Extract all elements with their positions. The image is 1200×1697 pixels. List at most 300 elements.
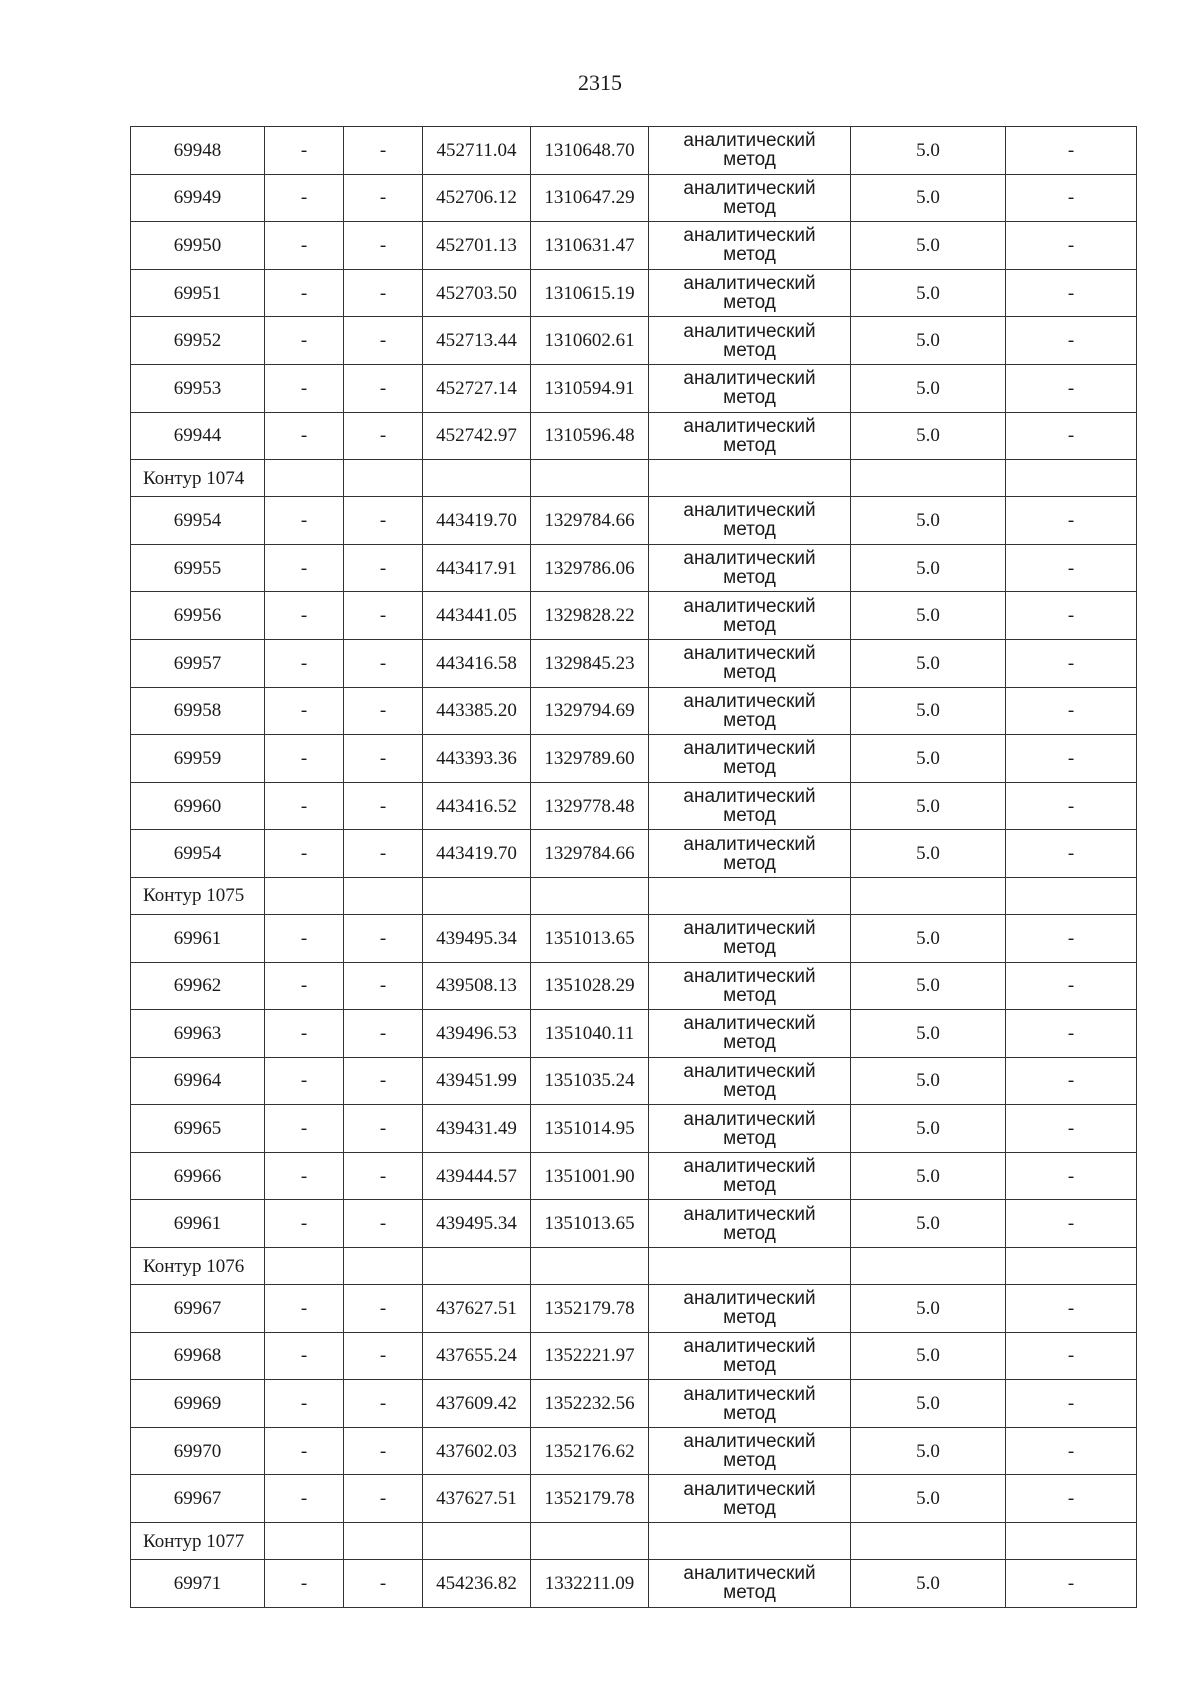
point-id-cell: 69963 (131, 1010, 265, 1058)
y-coordinate-cell: 1332211.09 (531, 1560, 649, 1608)
empty-cell (649, 1523, 851, 1560)
contour-label: Контур 1074 (131, 460, 265, 497)
method-cell (649, 1152, 851, 1200)
empty-cell (649, 877, 851, 914)
dash-cell: - (344, 962, 423, 1010)
note-cell: - (1006, 1105, 1137, 1153)
note-cell: - (1006, 364, 1137, 412)
method-line-2: метод (723, 244, 776, 266)
point-id-cell: 69956 (131, 592, 265, 640)
method-line-1: аналитический (683, 1383, 816, 1405)
y-coordinate-cell: 1351040.11 (531, 1010, 649, 1058)
method-cell (649, 914, 851, 962)
accuracy-cell: 5.0 (851, 364, 1006, 412)
method-line-1: аналитический (683, 1478, 816, 1500)
method-line-2: метод (723, 1450, 776, 1472)
table-row (131, 412, 1137, 460)
dash-cell: - (265, 962, 344, 1010)
table-row (131, 1057, 1137, 1105)
point-id-cell: 69953 (131, 364, 265, 412)
method-line-1: аналитический (683, 130, 816, 152)
dash-cell: - (265, 497, 344, 545)
note-cell: - (1006, 269, 1137, 317)
table-body (131, 127, 1137, 1608)
method-line-1: аналитический (683, 368, 816, 390)
x-coordinate-cell: 443385.20 (423, 687, 531, 735)
table-row (131, 592, 1137, 640)
accuracy-cell: 5.0 (851, 1380, 1006, 1428)
note-cell: - (1006, 1200, 1137, 1248)
y-coordinate-cell: 1310647.29 (531, 174, 649, 222)
point-id-cell: 69967 (131, 1285, 265, 1333)
method-cell (649, 1475, 851, 1523)
empty-cell (531, 460, 649, 497)
note-cell: - (1006, 174, 1137, 222)
table-row (131, 830, 1137, 878)
x-coordinate-cell: 437602.03 (423, 1427, 531, 1475)
dash-cell: - (265, 1427, 344, 1475)
method-line-2: метод (723, 149, 776, 171)
dash-cell: - (344, 1380, 423, 1428)
method-cell (649, 174, 851, 222)
y-coordinate-cell: 1329786.06 (531, 544, 649, 592)
x-coordinate-cell: 439508.13 (423, 962, 531, 1010)
method-cell (649, 1010, 851, 1058)
method-line-2: метод (723, 196, 776, 218)
method-cell (649, 735, 851, 783)
x-coordinate-cell: 443441.05 (423, 592, 531, 640)
accuracy-cell: 5.0 (851, 544, 1006, 592)
empty-cell (1006, 1248, 1137, 1285)
dash-cell: - (265, 687, 344, 735)
accuracy-cell: 5.0 (851, 269, 1006, 317)
accuracy-cell: 5.0 (851, 962, 1006, 1010)
x-coordinate-cell: 437609.42 (423, 1380, 531, 1428)
accuracy-cell: 5.0 (851, 735, 1006, 783)
accuracy-cell: 5.0 (851, 1560, 1006, 1608)
dash-cell: - (265, 1285, 344, 1333)
y-coordinate-cell: 1329789.60 (531, 735, 649, 783)
method-line-1: аналитический (683, 786, 816, 808)
dash-cell: - (344, 1560, 423, 1608)
table-row (131, 1010, 1137, 1058)
note-cell: - (1006, 1057, 1137, 1105)
accuracy-cell: 5.0 (851, 317, 1006, 365)
method-cell (649, 1560, 851, 1608)
table-row (131, 782, 1137, 830)
accuracy-cell: 5.0 (851, 174, 1006, 222)
method-line-1: аналитический (683, 1288, 816, 1310)
table-row (131, 1200, 1137, 1248)
coordinates-table (130, 126, 1137, 1608)
method-cell (649, 497, 851, 545)
method-line-2: метод (723, 1354, 776, 1376)
contour-header-row (131, 877, 1137, 914)
dash-cell: - (344, 317, 423, 365)
accuracy-cell: 5.0 (851, 592, 1006, 640)
method-line-1: аналитический (683, 1431, 816, 1453)
empty-cell (344, 1248, 423, 1285)
dash-cell: - (344, 1152, 423, 1200)
method-line-2: метод (723, 387, 776, 409)
x-coordinate-cell: 437655.24 (423, 1332, 531, 1380)
x-coordinate-cell: 439495.34 (423, 914, 531, 962)
dash-cell: - (344, 735, 423, 783)
x-coordinate-cell: 452742.97 (423, 412, 531, 460)
accuracy-cell: 5.0 (851, 1057, 1006, 1105)
method-cell (649, 782, 851, 830)
table-row (131, 687, 1137, 735)
y-coordinate-cell: 1351014.95 (531, 1105, 649, 1153)
dash-cell: - (344, 782, 423, 830)
dash-cell: - (344, 222, 423, 270)
dash-cell: - (344, 1285, 423, 1333)
point-id-cell: 69970 (131, 1427, 265, 1475)
y-coordinate-cell: 1310615.19 (531, 269, 649, 317)
dash-cell: - (265, 830, 344, 878)
empty-cell (649, 460, 851, 497)
y-coordinate-cell: 1352179.78 (531, 1285, 649, 1333)
y-coordinate-cell: 1329784.66 (531, 830, 649, 878)
accuracy-cell: 5.0 (851, 127, 1006, 175)
accuracy-cell: 5.0 (851, 1105, 1006, 1153)
point-id-cell: 69966 (131, 1152, 265, 1200)
dash-cell: - (265, 639, 344, 687)
point-id-cell: 69950 (131, 222, 265, 270)
accuracy-cell: 5.0 (851, 1010, 1006, 1058)
table-row (131, 914, 1137, 962)
dash-cell: - (265, 269, 344, 317)
empty-cell (851, 460, 1006, 497)
accuracy-cell: 5.0 (851, 497, 1006, 545)
table-row (131, 364, 1137, 412)
method-line-1: аналитический (683, 415, 816, 437)
method-line-1: аналитический (683, 1108, 816, 1130)
y-coordinate-cell: 1351013.65 (531, 1200, 649, 1248)
empty-cell (1006, 1523, 1137, 1560)
accuracy-cell: 5.0 (851, 1332, 1006, 1380)
method-line-1: аналитический (683, 177, 816, 199)
x-coordinate-cell: 443416.58 (423, 639, 531, 687)
dash-cell: - (265, 412, 344, 460)
empty-cell (423, 460, 531, 497)
method-line-1: аналитический (683, 548, 816, 570)
table-row (131, 1152, 1137, 1200)
method-line-2: метод (723, 662, 776, 684)
method-cell (649, 317, 851, 365)
dash-cell: - (265, 735, 344, 783)
dash-cell: - (344, 364, 423, 412)
table-row (131, 1105, 1137, 1153)
note-cell: - (1006, 914, 1137, 962)
x-coordinate-cell: 439495.34 (423, 1200, 531, 1248)
dash-cell: - (344, 1200, 423, 1248)
method-cell (649, 1332, 851, 1380)
contour-label: Контур 1075 (131, 877, 265, 914)
method-line-2: метод (723, 292, 776, 314)
note-cell: - (1006, 1475, 1137, 1523)
accuracy-cell: 5.0 (851, 639, 1006, 687)
method-line-2: метод (723, 1127, 776, 1149)
point-id-cell: 69961 (131, 914, 265, 962)
accuracy-cell: 5.0 (851, 412, 1006, 460)
dash-cell: - (265, 1105, 344, 1153)
point-id-cell: 69951 (131, 269, 265, 317)
method-line-1: аналитический (683, 500, 816, 522)
page-number: 2315 (578, 70, 622, 95)
point-id-cell: 69967 (131, 1475, 265, 1523)
method-line-2: метод (723, 339, 776, 361)
x-coordinate-cell: 452713.44 (423, 317, 531, 365)
method-line-2: метод (723, 937, 776, 959)
accuracy-cell: 5.0 (851, 1475, 1006, 1523)
method-cell (649, 127, 851, 175)
empty-cell (851, 877, 1006, 914)
table-row (131, 544, 1137, 592)
method-line-2: метод (723, 1175, 776, 1197)
y-coordinate-cell: 1351001.90 (531, 1152, 649, 1200)
dash-cell: - (344, 830, 423, 878)
note-cell: - (1006, 962, 1137, 1010)
dash-cell: - (265, 544, 344, 592)
dash-cell: - (265, 1200, 344, 1248)
point-id-cell: 69965 (131, 1105, 265, 1153)
x-coordinate-cell: 437627.51 (423, 1285, 531, 1333)
accuracy-cell: 5.0 (851, 782, 1006, 830)
method-cell (649, 364, 851, 412)
point-id-cell: 69960 (131, 782, 265, 830)
x-coordinate-cell: 452711.04 (423, 127, 531, 175)
dash-cell: - (344, 592, 423, 640)
method-cell (649, 639, 851, 687)
method-line-1: аналитический (683, 320, 816, 342)
dash-cell: - (265, 782, 344, 830)
table-row (131, 1332, 1137, 1380)
method-cell (649, 1200, 851, 1248)
accuracy-cell: 5.0 (851, 687, 1006, 735)
table-row (131, 962, 1137, 1010)
y-coordinate-cell: 1329828.22 (531, 592, 649, 640)
table-row (131, 1427, 1137, 1475)
method-line-1: аналитический (683, 1563, 816, 1585)
empty-cell (423, 1523, 531, 1560)
x-coordinate-cell: 443416.52 (423, 782, 531, 830)
dash-cell: - (344, 127, 423, 175)
table-row (131, 497, 1137, 545)
point-id-cell: 69952 (131, 317, 265, 365)
empty-cell (344, 460, 423, 497)
empty-cell (344, 1523, 423, 1560)
accuracy-cell: 5.0 (851, 830, 1006, 878)
y-coordinate-cell: 1351035.24 (531, 1057, 649, 1105)
method-line-1: аналитический (683, 965, 816, 987)
dash-cell: - (265, 222, 344, 270)
point-id-cell: 69964 (131, 1057, 265, 1105)
table-row (131, 1285, 1137, 1333)
method-cell (649, 592, 851, 640)
point-id-cell: 69962 (131, 962, 265, 1010)
accuracy-cell: 5.0 (851, 914, 1006, 962)
empty-cell (649, 1248, 851, 1285)
method-line-1: аналитический (683, 1335, 816, 1357)
method-line-1: аналитический (683, 595, 816, 617)
point-id-cell: 69955 (131, 544, 265, 592)
contour-header-row (131, 1523, 1137, 1560)
note-cell: - (1006, 497, 1137, 545)
dash-cell: - (265, 317, 344, 365)
note-cell: - (1006, 1380, 1137, 1428)
method-line-2: метод (723, 1307, 776, 1329)
method-line-2: метод (723, 1079, 776, 1101)
contour-label: Контур 1076 (131, 1248, 265, 1285)
x-coordinate-cell: 439444.57 (423, 1152, 531, 1200)
note-cell: - (1006, 735, 1137, 783)
method-line-2: метод (723, 1222, 776, 1244)
note-cell: - (1006, 1560, 1137, 1608)
method-line-1: аналитический (683, 643, 816, 665)
dash-cell: - (265, 1332, 344, 1380)
point-id-cell: 69968 (131, 1332, 265, 1380)
y-coordinate-cell: 1351028.29 (531, 962, 649, 1010)
empty-cell (851, 1248, 1006, 1285)
x-coordinate-cell: 452703.50 (423, 269, 531, 317)
method-line-2: метод (723, 852, 776, 874)
x-coordinate-cell: 439431.49 (423, 1105, 531, 1153)
point-id-cell: 69944 (131, 412, 265, 460)
x-coordinate-cell: 452727.14 (423, 364, 531, 412)
method-line-1: аналитический (683, 225, 816, 247)
empty-cell (265, 1248, 344, 1285)
table-row (131, 127, 1137, 175)
x-coordinate-cell: 439496.53 (423, 1010, 531, 1058)
method-line-2: метод (723, 805, 776, 827)
x-coordinate-cell: 452701.13 (423, 222, 531, 270)
y-coordinate-cell: 1310594.91 (531, 364, 649, 412)
method-line-1: аналитический (683, 1203, 816, 1225)
point-id-cell: 69961 (131, 1200, 265, 1248)
method-line-1: аналитический (683, 738, 816, 760)
note-cell: - (1006, 1152, 1137, 1200)
dash-cell: - (344, 1427, 423, 1475)
x-coordinate-cell: 443393.36 (423, 735, 531, 783)
contour-label: Контур 1077 (131, 1523, 265, 1560)
table-row (131, 269, 1137, 317)
dash-cell: - (344, 1332, 423, 1380)
method-line-2: метод (723, 519, 776, 541)
method-cell (649, 962, 851, 1010)
dash-cell: - (265, 127, 344, 175)
method-cell (649, 1105, 851, 1153)
method-line-2: метод (723, 614, 776, 636)
empty-cell (265, 1523, 344, 1560)
x-coordinate-cell: 443419.70 (423, 830, 531, 878)
method-line-2: метод (723, 709, 776, 731)
note-cell: - (1006, 1285, 1137, 1333)
method-line-2: метод (723, 757, 776, 779)
x-coordinate-cell: 454236.82 (423, 1560, 531, 1608)
point-id-cell: 69969 (131, 1380, 265, 1428)
empty-cell (423, 877, 531, 914)
note-cell: - (1006, 1010, 1137, 1058)
accuracy-cell: 5.0 (851, 1427, 1006, 1475)
dash-cell: - (265, 1380, 344, 1428)
note-cell: - (1006, 127, 1137, 175)
y-coordinate-cell: 1351013.65 (531, 914, 649, 962)
empty-cell (344, 877, 423, 914)
method-line-2: метод (723, 1582, 776, 1604)
method-line-2: метод (723, 984, 776, 1006)
point-id-cell: 69948 (131, 127, 265, 175)
table-row (131, 174, 1137, 222)
dash-cell: - (344, 1475, 423, 1523)
dash-cell: - (265, 1560, 344, 1608)
note-cell: - (1006, 687, 1137, 735)
point-id-cell: 69954 (131, 497, 265, 545)
y-coordinate-cell: 1352179.78 (531, 1475, 649, 1523)
point-id-cell: 69958 (131, 687, 265, 735)
method-cell (649, 222, 851, 270)
y-coordinate-cell: 1329778.48 (531, 782, 649, 830)
method-cell (649, 1285, 851, 1333)
note-cell: - (1006, 317, 1137, 365)
dash-cell: - (265, 1057, 344, 1105)
dash-cell: - (265, 1475, 344, 1523)
method-line-1: аналитический (683, 1156, 816, 1178)
dash-cell: - (344, 1010, 423, 1058)
y-coordinate-cell: 1352221.97 (531, 1332, 649, 1380)
accuracy-cell: 5.0 (851, 1285, 1006, 1333)
table-row (131, 222, 1137, 270)
dash-cell: - (265, 364, 344, 412)
note-cell: - (1006, 830, 1137, 878)
table-row (131, 1560, 1137, 1608)
contour-header-row (131, 460, 1137, 497)
x-coordinate-cell: 439451.99 (423, 1057, 531, 1105)
method-line-1: аналитический (683, 1013, 816, 1035)
method-line-1: аналитический (683, 1060, 816, 1082)
dash-cell: - (265, 1010, 344, 1058)
method-line-1: аналитический (683, 690, 816, 712)
y-coordinate-cell: 1352176.62 (531, 1427, 649, 1475)
empty-cell (423, 1248, 531, 1285)
y-coordinate-cell: 1329845.23 (531, 639, 649, 687)
y-coordinate-cell: 1310648.70 (531, 127, 649, 175)
point-id-cell: 69949 (131, 174, 265, 222)
note-cell: - (1006, 222, 1137, 270)
accuracy-cell: 5.0 (851, 1152, 1006, 1200)
point-id-cell: 69957 (131, 639, 265, 687)
dash-cell: - (344, 687, 423, 735)
point-id-cell: 69971 (131, 1560, 265, 1608)
table-row (131, 735, 1137, 783)
point-id-cell: 69954 (131, 830, 265, 878)
accuracy-cell: 5.0 (851, 222, 1006, 270)
dash-cell: - (265, 914, 344, 962)
empty-cell (531, 877, 649, 914)
method-line-1: аналитический (683, 273, 816, 295)
empty-cell (265, 460, 344, 497)
method-cell (649, 412, 851, 460)
method-line-2: метод (723, 434, 776, 456)
method-cell (649, 1057, 851, 1105)
method-line-2: метод (723, 567, 776, 589)
x-coordinate-cell: 452706.12 (423, 174, 531, 222)
method-cell (649, 830, 851, 878)
dash-cell: - (344, 1057, 423, 1105)
empty-cell (1006, 460, 1137, 497)
note-cell: - (1006, 1332, 1137, 1380)
dash-cell: - (265, 1152, 344, 1200)
